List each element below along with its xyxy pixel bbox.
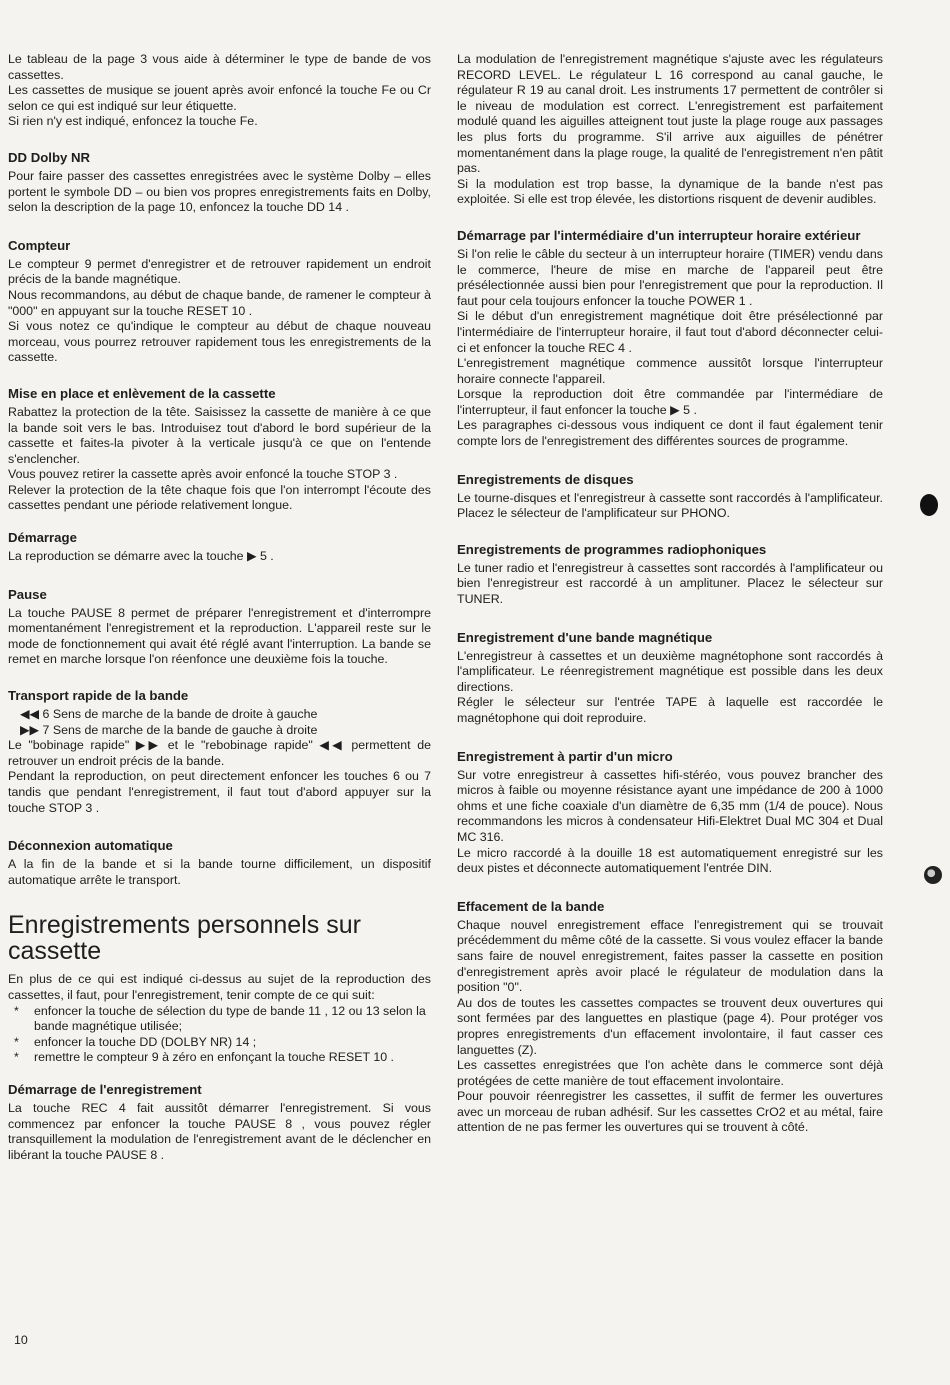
list-item: * remettre le compteur 9 à zéro en enfonçant la touche RESET 10 . [8,1050,431,1066]
horaire-paragraph-4: Lorsque la reproduction doit être commandée par l'intermédiare de l'interrupteur, il faut enfoncer la touche ▶ 5 . [457,387,883,417]
intro-paragraph-1: Le tableau de la page 3 vous aide à déterminer le type de bande de vos cassettes. [8,52,431,82]
demarrage-enregistrement-heading: Démarrage de l'enregistrement [8,1081,202,1097]
horaire-paragraph-1: Si l'on relie le câble du secteur à un interrupteur horaire (TIMER) vendu dans le commerce, l'heure de mise en marche de l'appareil peut être présélectionnée aussi bien pour l'enregistrement que pour la reproduction. Il faut pour cela toujours enfoncer la touche POWER 1 . [457,246,883,308]
transport-paragraph-2: Pendant la reproduction, on peut directement enfoncer les touches 6 ou 7 tandis que pendant l'enregistrement, il faut tout d'abord appuyer sur la touche STOP 3 . [8,769,431,815]
dolby-paragraph: Pour faire passer des cassettes enregistrées avec le système Dolby – elles portent le symbole DD – ou bien vos propres enregistrements faits en Dolby, selon la description de la page 10, enfoncez la touche DD 14 . [8,168,431,215]
left-column [8,52,431,1163]
list-item: * enfoncer la touche DD (DOLBY NR) 14 ; [8,1035,431,1051]
intro-paragraph-3: Si rien n'y est indiqué, enfoncez la touche Fe. [8,114,258,129]
horaire-heading: Démarrage par l'intermédiaire d'un interrupteur horaire extérieur [457,227,861,243]
mise-en-place-paragraph-2: Vous pouvez retirer la cassette après avoir enfoncé la touche STOP 3 . [8,467,398,482]
disques-paragraph: Le tourne-disques et l'enregistreur à cassette sont raccordés à l'amplificateur. Placez le sélecteur de l'amplificateur sur PHONO. [457,490,883,521]
effacement-paragraph-3: Les cassettes enregistrées que l'on achète dans le commerce sont déjà protégées de cette manière de tout effacement involontaire. [457,1058,883,1088]
compteur-paragraph-1: Le compteur 9 permet d'enregistrer et de retrouver rapidement un endroit précis de la bande magnétique. [8,256,431,287]
fast-forward-row: ▶▶ 7 Sens de marche de la bande de gauche à droite [20,722,318,737]
disques-heading: Enregistrements de disques [457,471,634,487]
page-number: 10 [14,1333,28,1347]
enregistrement-intro: En plus de ce qui est indiqué ci-dessus au sujet de la reproduction des cassettes, il faut, pour l'enregistrement, tenir compte de ce qui suit: [8,972,431,1002]
enregistrement-bullet-list [8,1004,431,1066]
radio-heading: Enregistrements de programmes radiophoniques [457,541,767,557]
modulation-paragraph-1: La modulation de l'enregistrement magnétique s'ajuste avec les régulateurs RECORD LEVEL. Le régulateur L 16 correspond au canal gauche, le régulateur R 19 au canal droit. Les instruments 17 permettent de contrôler si le niveau de modulation est correct. L'enregistrement est parfaitement modulé quand les aiguilles atteignent tout juste la plage rouge aux passages les plus forts du programme. S'il arrive aux aiguilles de pénétrer momentanément dans la plage rouge, la qualité de l'enregistrement n'en pâtit pas. [457,52,883,176]
effacement-paragraph-1: Chaque nouvel enregistrement efface l'enregistrement qui se trouvait précédemment du même côté de la cassette. Si vous voulez effacer la bande sans faire de nouvel enregistrement, faites passer la cassette en position d'enregistrement après avoir placé le régulateur de modulation dans la position "0". [457,917,883,995]
horaire-paragraph-3: L'enregistrement magnétique commence aussitôt lorsque l'interrupteur horaire connecte l'appareil. [457,356,883,386]
mise-en-place-heading: Mise en place et enlèvement de la cassette [8,385,276,401]
transport-paragraph-1: Le "bobinage rapide" ▶▶ et le "rebobinage rapide" ◀◀ permettent de retrouver un endroit précis de la bande. [8,738,431,768]
pause-paragraph: La touche PAUSE 8 permet de préparer l'enregistrement et d'interrompre momentanément l'enregistrement et la reproduction. L'appareil reste sur le mode de fonctionnement qui avait été réglé avant l'interruption. La bande se remet en marche lorsque l'on réenfonce une deuxième fois la touche. [8,605,431,667]
list-item: * enfoncer la touche de sélection du type de bande 11 , 12 ou 13 selon la bande magnétique utilisée; [8,1004,431,1035]
radio-paragraph: Le tuner radio et l'enregistreur à cassettes sont raccordés à l'amplificateur ou bien l'enregistreur est raccordé à un amplituner. Placez le sélecteur sur TUNER. [457,560,883,607]
compteur-paragraph-3: Si vous notez ce qu'indique le compteur au début de chaque nouveau morceau, vous pourrez retrouver rapidement tous les enregistrements de la cassette. [8,319,431,365]
bande-paragraph-2: Régler le sélecteur sur l'entrée TAPE à laquelle est raccordée le magnétophone qui doit reproduire. [457,695,883,725]
effacement-paragraph-4: Pour pouvoir réenregistrer les cassettes, il suffit de fermer les ouvertures avec un morceau de ruban adhésif. Sur les cassettes CrO2 et au métal, faire attention de ne pas fermer les ouvertures qui se trouvent à côté. [457,1089,883,1135]
mise-en-place-paragraph-1: Rabattez la protection de la tête. Saisissez la cassette de manière à ce que la bande soit vers le bas. Introduisez tout d'abord le bord supérieur de la cassette et faites-la pivoter à la verticale jusqu'à ce que on l'entende s'enclencher. [8,404,431,466]
deconnexion-heading: Déconnexion automatique [8,838,173,854]
demarrage-heading: Démarrage [8,530,77,546]
bande-paragraph-1: L'enregistreur à cassettes et un deuxième magnétophone sont raccordés à l'amplificateur. Le réenregistrement magnétique est possible dans les deux directions. [457,648,883,694]
effacement-paragraph-2: Au dos de toutes les cassettes compactes se trouvent deux ouvertures qui sont fermées par des languettes en plastique (page 4). Pour protéger vos propres enregistrements d'un effacement involontaire, il faut casser ces languettes (Z). [457,995,883,1057]
intro-paragraph-2: Les cassettes de musique se jouent après avoir enfoncé la touche Fe ou Cr selon ce qui est indiqué sur leur étiquette. [8,83,431,113]
horaire-paragraph-5: Les paragraphes ci-dessous vous indiquent ce dont il faut également tenir compte lors de l'enregistrement des différentes sources de programme. [457,418,883,449]
demarrage-enregistrement-paragraph: La touche REC 4 fait aussitôt démarrer l'enregistrement. Si vous commencez par enfoncer la touche PAUSE 8 , vous pouvez régler transquillement la modulation de l'enregistrement avant de le déclencher en libérant la touche PAUSE 8 . [8,1100,431,1162]
micro-paragraph-1: Sur votre enregistreur à cassettes hifi-stéréo, vous pouvez brancher des micros à faible ou moyenne résistance ayant une impédance de 200 à 1000 ohms et une fiche coaxiale d'un diamètre de 6,35 mm (1/4 de pouce). Nous recommandons les micros à condensateur Hifi-Elektret Dual MC 304 et Dual MC 316. [457,767,883,844]
binder-hole-mark [924,866,942,884]
demarrage-paragraph: La reproduction se démarre avec la touche ▶ 5 . [8,549,274,564]
compteur-paragraph-2: Nous recommandons, au début de chaque bande, de ramener le compteur à "000" en appuyant sur la touche RESET 10 . [8,287,431,318]
section-title: Enregistrements personnels sur cassette [8,911,361,966]
deconnexion-paragraph: A la fin de la bande et si la bande tourne difficilement, un dispositif automatique arrête le transport. [8,857,431,887]
horaire-paragraph-2: Si le début d'un enregistrement magnétique doit être présélectionné par l'intermédiaire de l'interrupteur horaire, il faut tout d'abord déconnecter celui-ci et enfoncer la touche REC 4 . [457,309,883,355]
dolby-heading: DD Dolby NR [8,149,91,165]
micro-paragraph-2: Le micro raccordé à la douille 18 est automatiquement enregistré sur les deux pistes et déconnecte automatiquement l'entrée DIN. [457,845,883,876]
pause-heading: Pause [8,586,47,602]
right-column [457,52,883,1136]
modulation-paragraph-2: Si la modulation est trop basse, la dynamique de la bande n'est pas exploitée. Si elle est trop élevée, les distortions risquent de devenir audibles. [457,176,883,207]
binder-hole-mark [920,494,938,516]
mise-en-place-paragraph-3: Relever la protection de la tête chaque fois que l'on interrompt l'écoute des cassettes pendant une période relativement longue. [8,482,431,513]
compteur-heading: Compteur [8,237,71,253]
rewind-row: ◀◀ 6 Sens de marche de la bande de droite à gauche [20,707,318,722]
micro-heading: Enregistrement à partir d'un micro [457,748,673,764]
transport-heading: Transport rapide de la bande [8,688,189,704]
effacement-heading: Effacement de la bande [457,898,605,914]
bande-heading: Enregistrement d'une bande magnétique [457,629,713,645]
